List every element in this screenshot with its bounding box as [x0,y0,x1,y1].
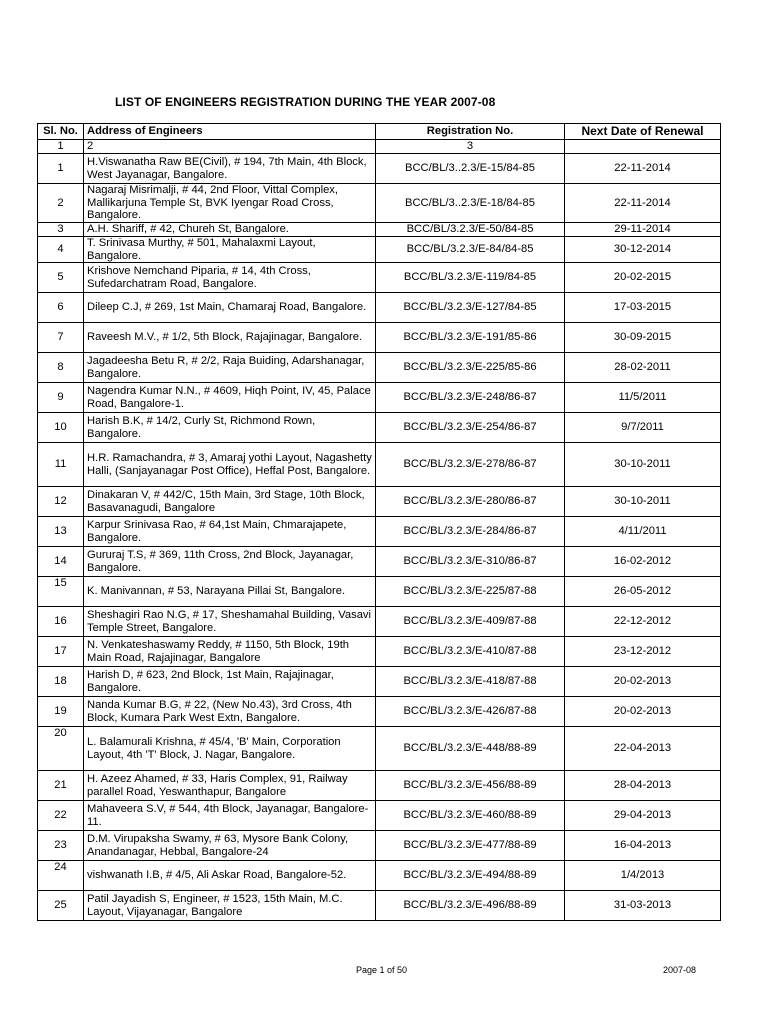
address-cell: Dinakaran V, # 442/C, 15th Main, 3rd Stage, 10th Block, Basavanagudi, Bangalore [84,487,376,517]
registration-no-cell: BCC/BL/3.2.3/E-127/84-85 [376,293,565,323]
renewal-date-cell: 22-04-2013 [565,727,721,771]
renewal-date-cell: 31-03-2013 [565,891,721,921]
sl-no-cell: 19 [38,697,84,727]
address-cell: A.H. Shariff, # 42, Chureh St, Bangalore. [84,223,376,237]
sl-no-cell: 3 [38,223,84,237]
header-sl-no: Sl. No. [38,124,84,140]
table-row [38,413,721,443]
table-row [38,607,721,637]
renewal-date-cell: 29-11-2014 [565,223,721,237]
renewal-date-cell: 9/7/2011 [565,413,721,443]
sl-no-cell: 12 [38,487,84,517]
footer-year: 2007-08 [663,965,697,975]
engineers-table [37,123,721,921]
table-row [38,184,721,223]
table-row [38,223,721,237]
sl-no-cell: 2 [38,184,84,223]
address-cell: Harish B.K, # 14/2, Curly St, Richmond Rown, Bangalore. [84,413,376,443]
table-row [38,237,721,263]
registration-no-cell: BCC/BL/3.2.3/E-191/85-86 [376,323,565,353]
registration-no-cell: BCC/BL/3.2.3/E-254/86-87 [376,413,565,443]
renewal-date-cell: 30-12-2014 [565,237,721,263]
registration-no-cell: BCC/BL/3.2.3/E-284/86-87 [376,517,565,547]
address-cell: Karpur Srinivasa Rao, # 64,1st Main, Chmarajapete, Bangalore. [84,517,376,547]
address-cell: Nagendra Kumar N.N., # 4609, Hiqh Point, IV, 45, Palace Road, Bangalore-1. [84,383,376,413]
renewal-date-cell: 16-04-2013 [565,831,721,861]
address-cell: Nanda Kumar B.G, # 22, (New No.43), 3rd Cross, 4th Block, Kumara Park West Extn, Bangalore. [84,697,376,727]
renewal-date-cell: 22-11-2014 [565,154,721,184]
table-row [38,801,721,831]
renewal-date-cell: 11/5/2011 [565,383,721,413]
registration-no-cell: BCC/BL/3.2.3/E-84/84-85 [376,237,565,263]
table-row [38,771,721,801]
address-cell: Gururaj T.S, # 369, 11th Cross, 2nd Block, Jayanagar, Bangalore. [84,547,376,577]
renewal-date-cell: 22-11-2014 [565,184,721,223]
header-row [38,124,721,140]
renewal-date-cell: 22-12-2012 [565,607,721,637]
address-cell: H.R. Ramachandra, # 3, Amaraj yothi Layout, Nagashetty Halli, (Sanjayanagar Post Office), Heffal Post, Bangalore. [84,443,376,487]
registration-no-cell: BCC/BL/3.2.3/E-448/88-89 [376,727,565,771]
numbering-cell-1: 1 [38,140,84,154]
table-row [38,727,721,771]
address-cell: N. Venkateshaswamy Reddy, # 1150, 5th Block, 19th Main Road, Rajajinagar, Bangalore [84,637,376,667]
sl-no-cell: 5 [38,263,84,293]
registration-no-cell: BCC/BL/3.2.3/E-225/85-86 [376,353,565,383]
registration-no-cell: BCC/BL/3.2.3/E-409/87-88 [376,607,565,637]
registration-no-cell: BCC/BL/3.2.3/E-278/86-87 [376,443,565,487]
header-registration: Registration No. [376,124,565,140]
address-cell: H. Azeez Ahamed, # 33, Haris Complex, 91, Railway parallel Road, Yeswanthapur, Bangalore [84,771,376,801]
renewal-date-cell: 20-02-2015 [565,263,721,293]
sl-no-cell: 20 [38,727,84,771]
sl-no-cell: 15 [38,577,84,607]
renewal-date-cell: 4/11/2011 [565,517,721,547]
table-row [38,577,721,607]
sl-no-cell: 25 [38,891,84,921]
sl-no-cell: 13 [38,517,84,547]
renewal-date-cell: 16-02-2012 [565,547,721,577]
registration-no-cell: BCC/BL/3.2.3/E-460/88-89 [376,801,565,831]
sl-no-cell: 4 [38,237,84,263]
sl-no-cell: 8 [38,353,84,383]
table-row [38,637,721,667]
registration-no-cell: BCC/BL/3.2.3/E-248/86-87 [376,383,565,413]
registration-no-cell: BCC/BL/3.2.3/E-410/87-88 [376,637,565,667]
renewal-date-cell: 28-04-2013 [565,771,721,801]
sl-no-cell: 10 [38,413,84,443]
renewal-date-cell: 30-09-2015 [565,323,721,353]
registration-no-cell: BCC/BL/3.2.3/E-456/88-89 [376,771,565,801]
table-row [38,697,721,727]
numbering-cell-2: 2 [84,140,376,154]
table-row [38,831,721,861]
renewal-date-cell: 29-04-2013 [565,801,721,831]
renewal-date-cell: 17-03-2015 [565,293,721,323]
sl-no-cell: 21 [38,771,84,801]
registration-no-cell: BCC/BL/3..2.3/E-15/84-85 [376,154,565,184]
table-row [38,667,721,697]
table-row [38,293,721,323]
address-cell: Nagaraj Misrimalji, # 44, 2nd Floor, Vittal Complex, Mallikarjuna Temple St, BVK Iyengar Road Cross, Bangalore. [84,184,376,223]
table-row [38,547,721,577]
address-cell: Krishove Nemchand Piparia, # 14, 4th Cross, Sufedarchatram Road, Bangalore. [84,263,376,293]
renewal-date-cell: 30-10-2011 [565,487,721,517]
table-row [38,323,721,353]
numbering-row [38,140,721,154]
renewal-date-cell: 26-05-2012 [565,577,721,607]
renewal-date-cell: 1/4/2013 [565,861,721,891]
table-row [38,154,721,184]
renewal-date-cell: 23-12-2012 [565,637,721,667]
table-row [38,861,721,891]
table-row [38,487,721,517]
registration-no-cell: BCC/BL/3.2.3/E-119/84-85 [376,263,565,293]
address-cell: vishwanath I.B, # 4/5, Ali Askar Road, Bangalore-52. [84,861,376,891]
address-cell: Mahaveera S.V, # 544, 4th Block, Jayanagar, Bangalore-11. [84,801,376,831]
registration-no-cell: BCC/BL/3.2.3/E-494/88-89 [376,861,565,891]
address-cell: D.M. Virupaksha Swamy, # 63, Mysore Bank Colony, Anandanagar, Hebbal, Bangalore-24 [84,831,376,861]
sl-no-cell: 7 [38,323,84,353]
sl-no-cell: 18 [38,667,84,697]
numbering-cell-4 [565,140,721,154]
registration-no-cell: BCC/BL/3.2.3/E-280/86-87 [376,487,565,517]
table-row [38,517,721,547]
renewal-date-cell: 30-10-2011 [565,443,721,487]
address-cell: Sheshagiri Rao N.G, # 17, Sheshamahal Building, Vasavi Temple Street, Bangalore. [84,607,376,637]
table-row [38,891,721,921]
sl-no-cell: 11 [38,443,84,487]
registration-no-cell: BCC/BL/3.2.3/E-477/88-89 [376,831,565,861]
table-row [38,443,721,487]
address-cell: L. Balamurali Krishna, # 45/4, 'B' Main, Corporation Layout, 4th 'T' Block, J. Nagar, Bangalore. [84,727,376,771]
registration-no-cell: BCC/BL/3.2.3/E-426/87-88 [376,697,565,727]
header-address: Address of Engineers [84,124,376,140]
sl-no-cell: 22 [38,801,84,831]
table-row [38,353,721,383]
address-cell: T. Srinivasa Murthy, # 501, Mahalaxmi Layout, Bangalore. [84,237,376,263]
sl-no-cell: 9 [38,383,84,413]
address-cell: K. Manivannan, # 53, Narayana Pillai St, Bangalore. [84,577,376,607]
sl-no-cell: 23 [38,831,84,861]
registration-no-cell: BCC/BL/3.2.3/E-50/84-85 [376,223,565,237]
address-cell: Harish D, # 623, 2nd Block, 1st Main, Rajajinagar, Bangalore. [84,667,376,697]
registration-no-cell: BCC/BL/3..2.3/E-18/84-85 [376,184,565,223]
sl-no-cell: 17 [38,637,84,667]
sl-no-cell: 24 [38,861,84,891]
address-cell: Raveesh M.V., # 1/2, 5th Block, Rajajinagar, Bangalore. [84,323,376,353]
sl-no-cell: 16 [38,607,84,637]
registration-no-cell: BCC/BL/3.2.3/E-310/86-87 [376,547,565,577]
page-title: LIST OF ENGINEERS REGISTRATION DURING THE YEAR 2007-08 [115,95,496,109]
page-number: Page 1 of 50 [356,965,408,975]
table-row [38,383,721,413]
registration-no-cell: BCC/BL/3.2.3/E-496/88-89 [376,891,565,921]
address-cell: Dileep C.J, # 269, 1st Main, Chamaraj Road, Bangalore. [84,293,376,323]
table-row [38,263,721,293]
address-cell: H.Viswanatha Raw BE(Civil), # 194, 7th Main, 4th Block, West Jayanagar, Bangalore. [84,154,376,184]
header-next-renewal: Next Date of Renewal [565,124,721,140]
address-cell: Jagadeesha Betu R, # 2/2, Raja Buiding, Adarshanagar, Bangalore. [84,353,376,383]
sl-no-cell: 6 [38,293,84,323]
numbering-cell-3: 3 [376,140,565,154]
sl-no-cell: 1 [38,154,84,184]
renewal-date-cell: 28-02-2011 [565,353,721,383]
renewal-date-cell: 20-02-2013 [565,667,721,697]
address-cell: Patil Jayadish S, Engineer, # 1523, 15th Main, M.C. Layout, Vijayanagar, Bangalore [84,891,376,921]
renewal-date-cell: 20-02-2013 [565,697,721,727]
sl-no-cell: 14 [38,547,84,577]
registration-no-cell: BCC/BL/3.2.3/E-225/87-88 [376,577,565,607]
registration-no-cell: BCC/BL/3.2.3/E-418/87-88 [376,667,565,697]
